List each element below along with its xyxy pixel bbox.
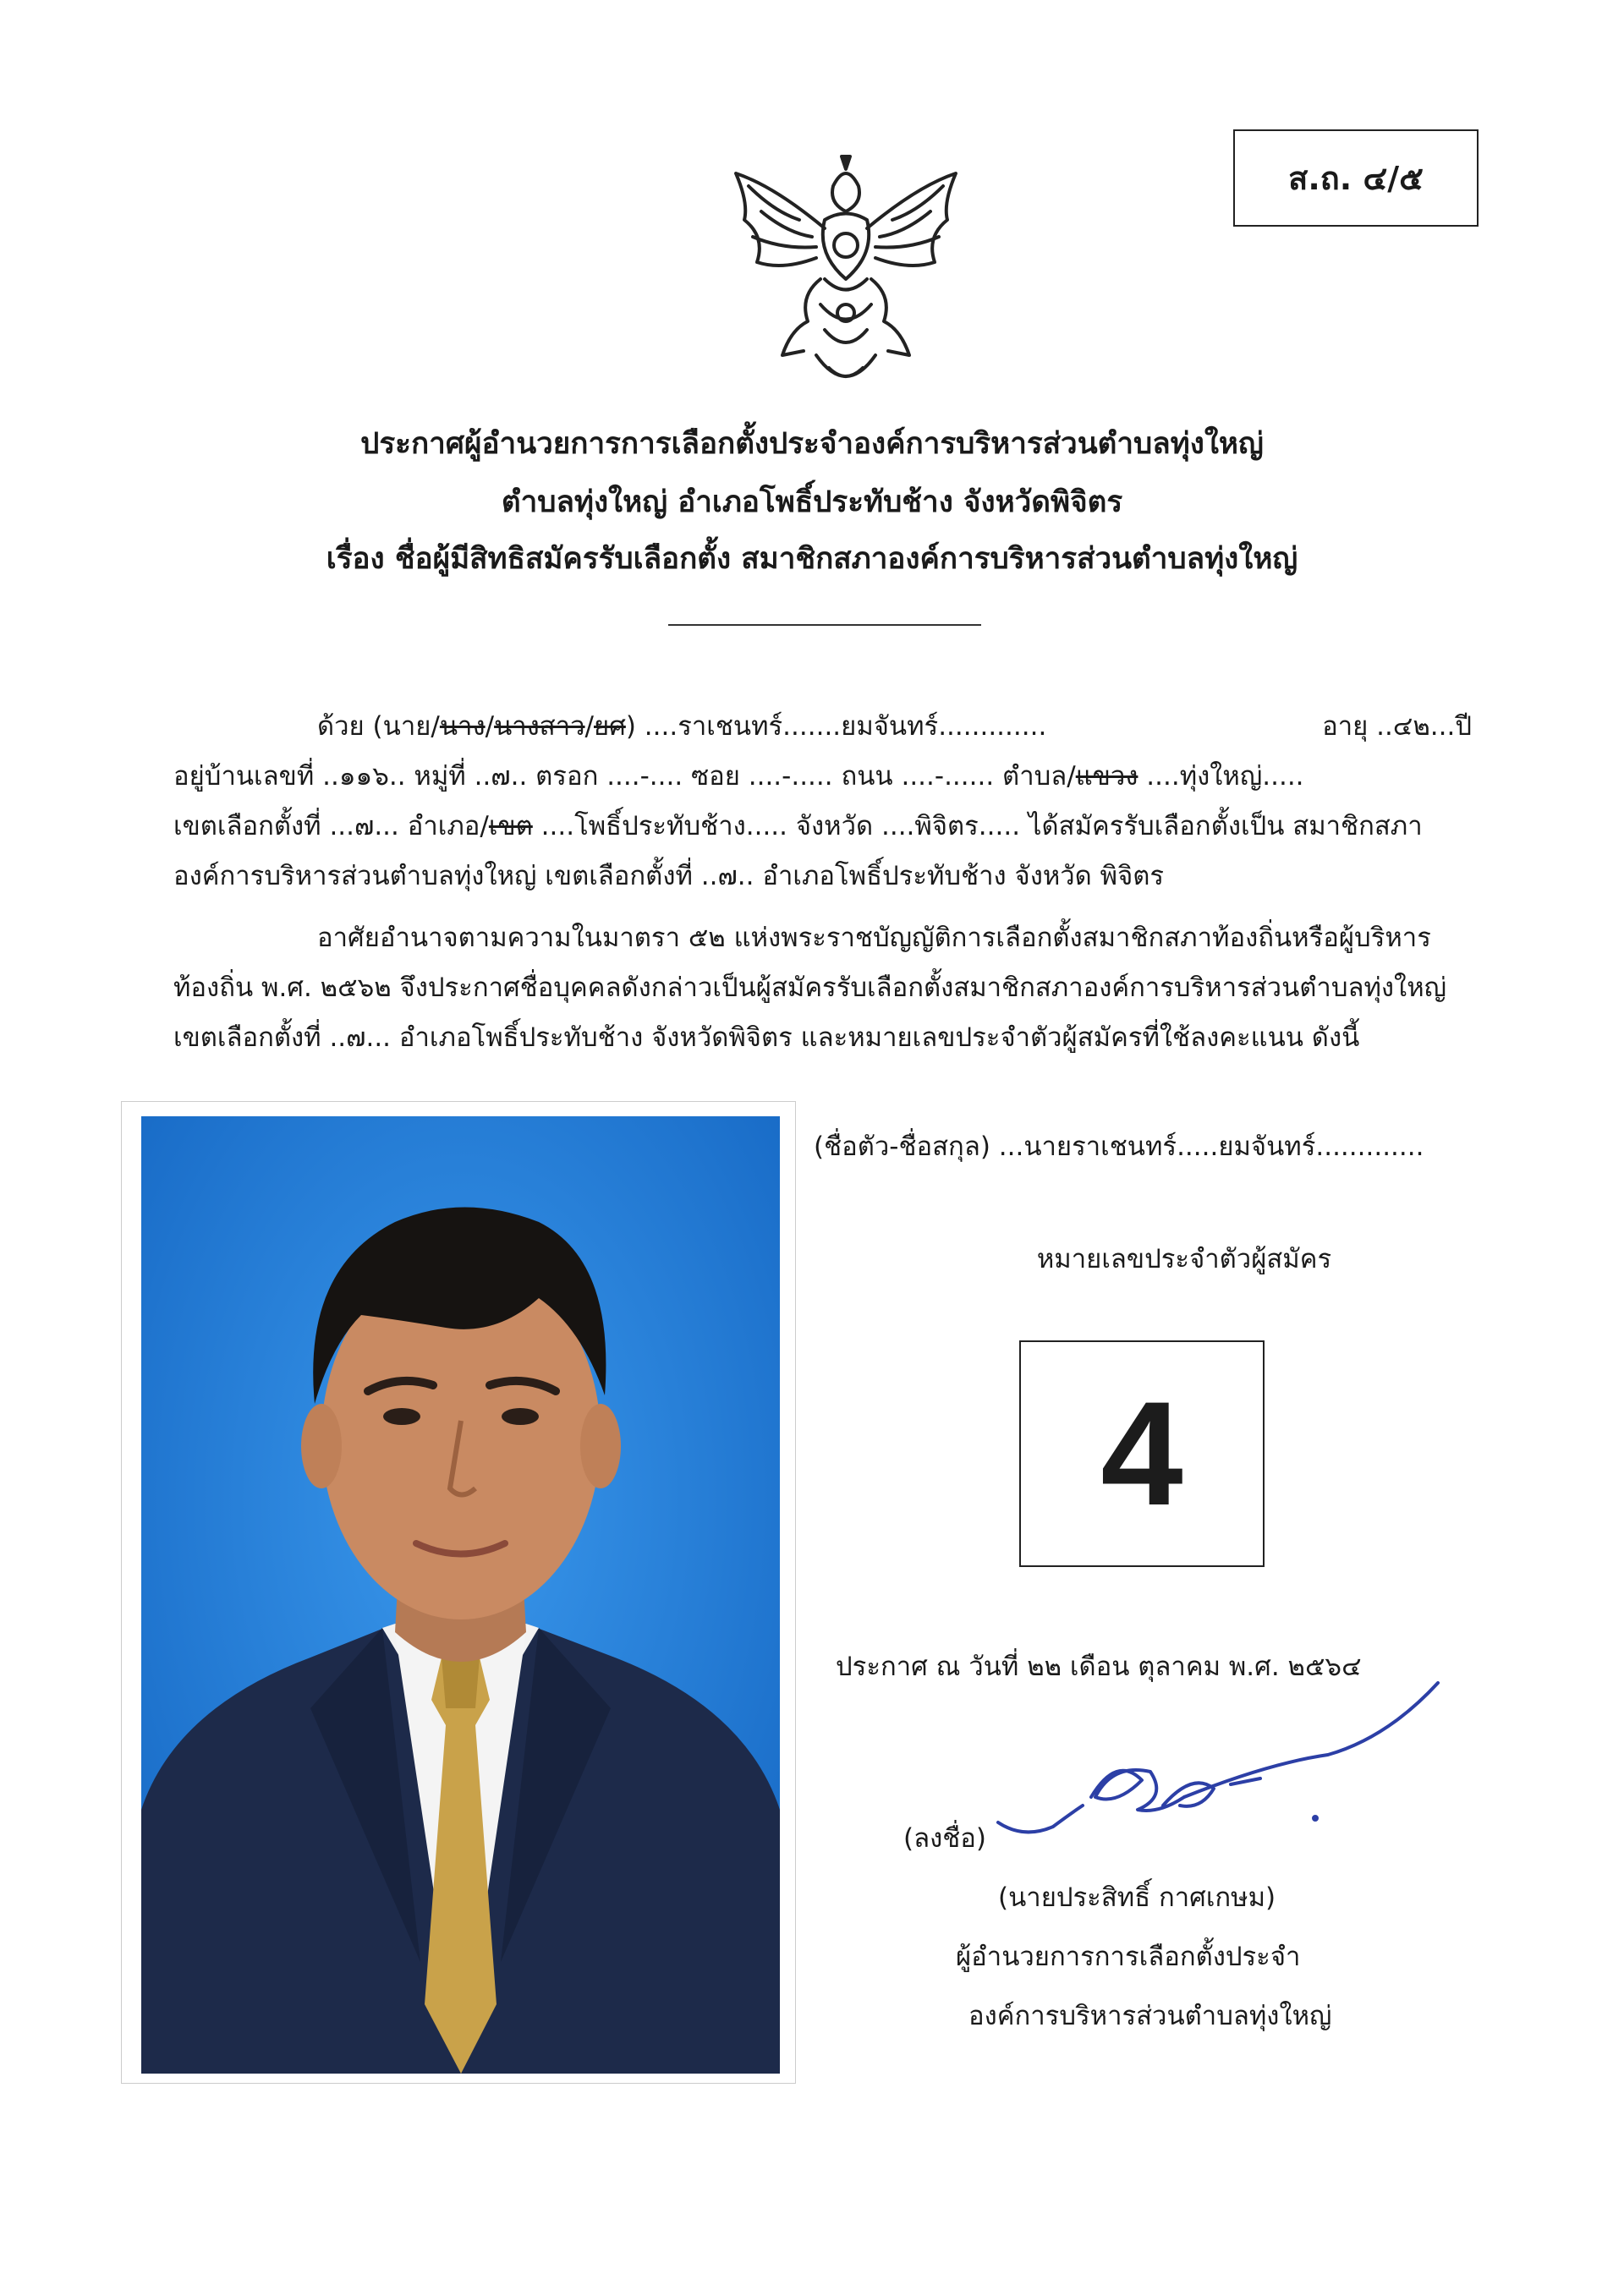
garuda-emblem <box>723 152 968 406</box>
signer-title-line-1: ผู้อำนวยการการเลือกตั้งประจำ <box>956 1942 1301 1972</box>
candidate-number: 4 <box>1100 1371 1183 1537</box>
announce-date: ประกาศ ณ วันที่ ๒๒ เดือน ตุลาคม พ.ศ. ๒๕๖๔ <box>836 1652 1362 1682</box>
body-line-6: ท้องถิ่น พ.ศ. ๒๕๖๒ จึงประกาศชื่อบุคคลดังกล่าวเป็นผู้สมัครรับเลือกตั้งสมาชิกสภาองค์การบริหารส่วนตำบลทุ่งใหญ่ <box>173 973 1447 1003</box>
signature-scribble <box>990 1670 1455 1865</box>
header-line-1: ประกาศผู้อำนวยการการเลือกตั้งประจำองค์การบริหารส่วนตำบลทุ่งใหญ่ <box>360 427 1264 461</box>
body-line-2: อยู่บ้านเลขที่ ..๑๑๖.. หมู่ที่ ..๗.. ตรอก ....-.... ซอย ....-..... ถนน ....-...... ตำบล/แขวง ....ทุ่งใหญ่..... <box>173 761 1304 792</box>
candidate-full-name: (ชื่อตัว-ชื่อสกุล) ...นายราเชนทร์.....ยมจันทร์............. <box>814 1132 1424 1162</box>
form-code-box <box>1233 129 1479 227</box>
sign-label: (ลงชื่อ) <box>903 1823 986 1854</box>
applicant-age-text: อายุ ..๔๒...ปี <box>1322 711 1472 742</box>
body-line-4: องค์การบริหารส่วนตำบลทุ่งใหญ่ เขตเลือกตั้งที่ ..๗.. อำเภอโพธิ์ประทับช้าง จังหวัด พิจิตร <box>173 861 1165 891</box>
form-code: ส.ถ. ๔/๕ <box>1288 160 1424 197</box>
body-line-5: อาศัยอำนาจตามความในมาตรา ๕๒ แห่งพระราชบัญญัติการเลือกตั้งสมาชิกสภาท้องถิ่นหรือผู้บริหาร <box>317 923 1431 953</box>
candidate-portrait-illustration <box>141 1116 780 2074</box>
body-line-7: เขตเลือกตั้งที่ ..๗... อำเภอโพธิ์ประทับช้าง จังหวัดพิจิตร และหมายเลขประจำตัวผู้สมัครที่ใช้ลงคะแนน ดังนี้ <box>173 1022 1360 1053</box>
applicant-name-text: ด้วย (นาย/นาง/นางสาว/ยศ) ....ราเชนทร์.......ยมจันทร์............. <box>317 711 1047 742</box>
header-divider <box>668 624 981 626</box>
candidate-number-label: หมายเลขประจำตัวผู้สมัคร <box>1036 1244 1332 1274</box>
header-line-3: เรื่อง ชื่อผู้มีสิทธิสมัครรับเลือกตั้ง สมาชิกสภาองค์การบริหารส่วนตำบลทุ่งใหญ่ <box>326 542 1298 576</box>
signer-title-line-2: องค์การบริหารส่วนตำบลทุ่งใหญ่ <box>968 2001 1332 2031</box>
body-line-3: เขตเลือกตั้งที่ ...๗... อำเภอ/เขต ....โพธิ์ประทับช้าง..... จังหวัด ....พิจิตร..... ได้สมัครรับเลือกตั้งเป็น สมาชิกสภา <box>173 811 1423 841</box>
body-line-1 <box>317 704 1472 747</box>
candidate-number-box <box>1019 1340 1265 1567</box>
candidate-photo <box>141 1116 780 2074</box>
signer-name: (นายประสิทธิ์ กาศเกษม) <box>998 1882 1276 1913</box>
header-line-2: ตำบลทุ่งใหญ่ อำเภอโพธิ์ประทับช้าง จังหวัดพิจิตร <box>501 485 1123 519</box>
